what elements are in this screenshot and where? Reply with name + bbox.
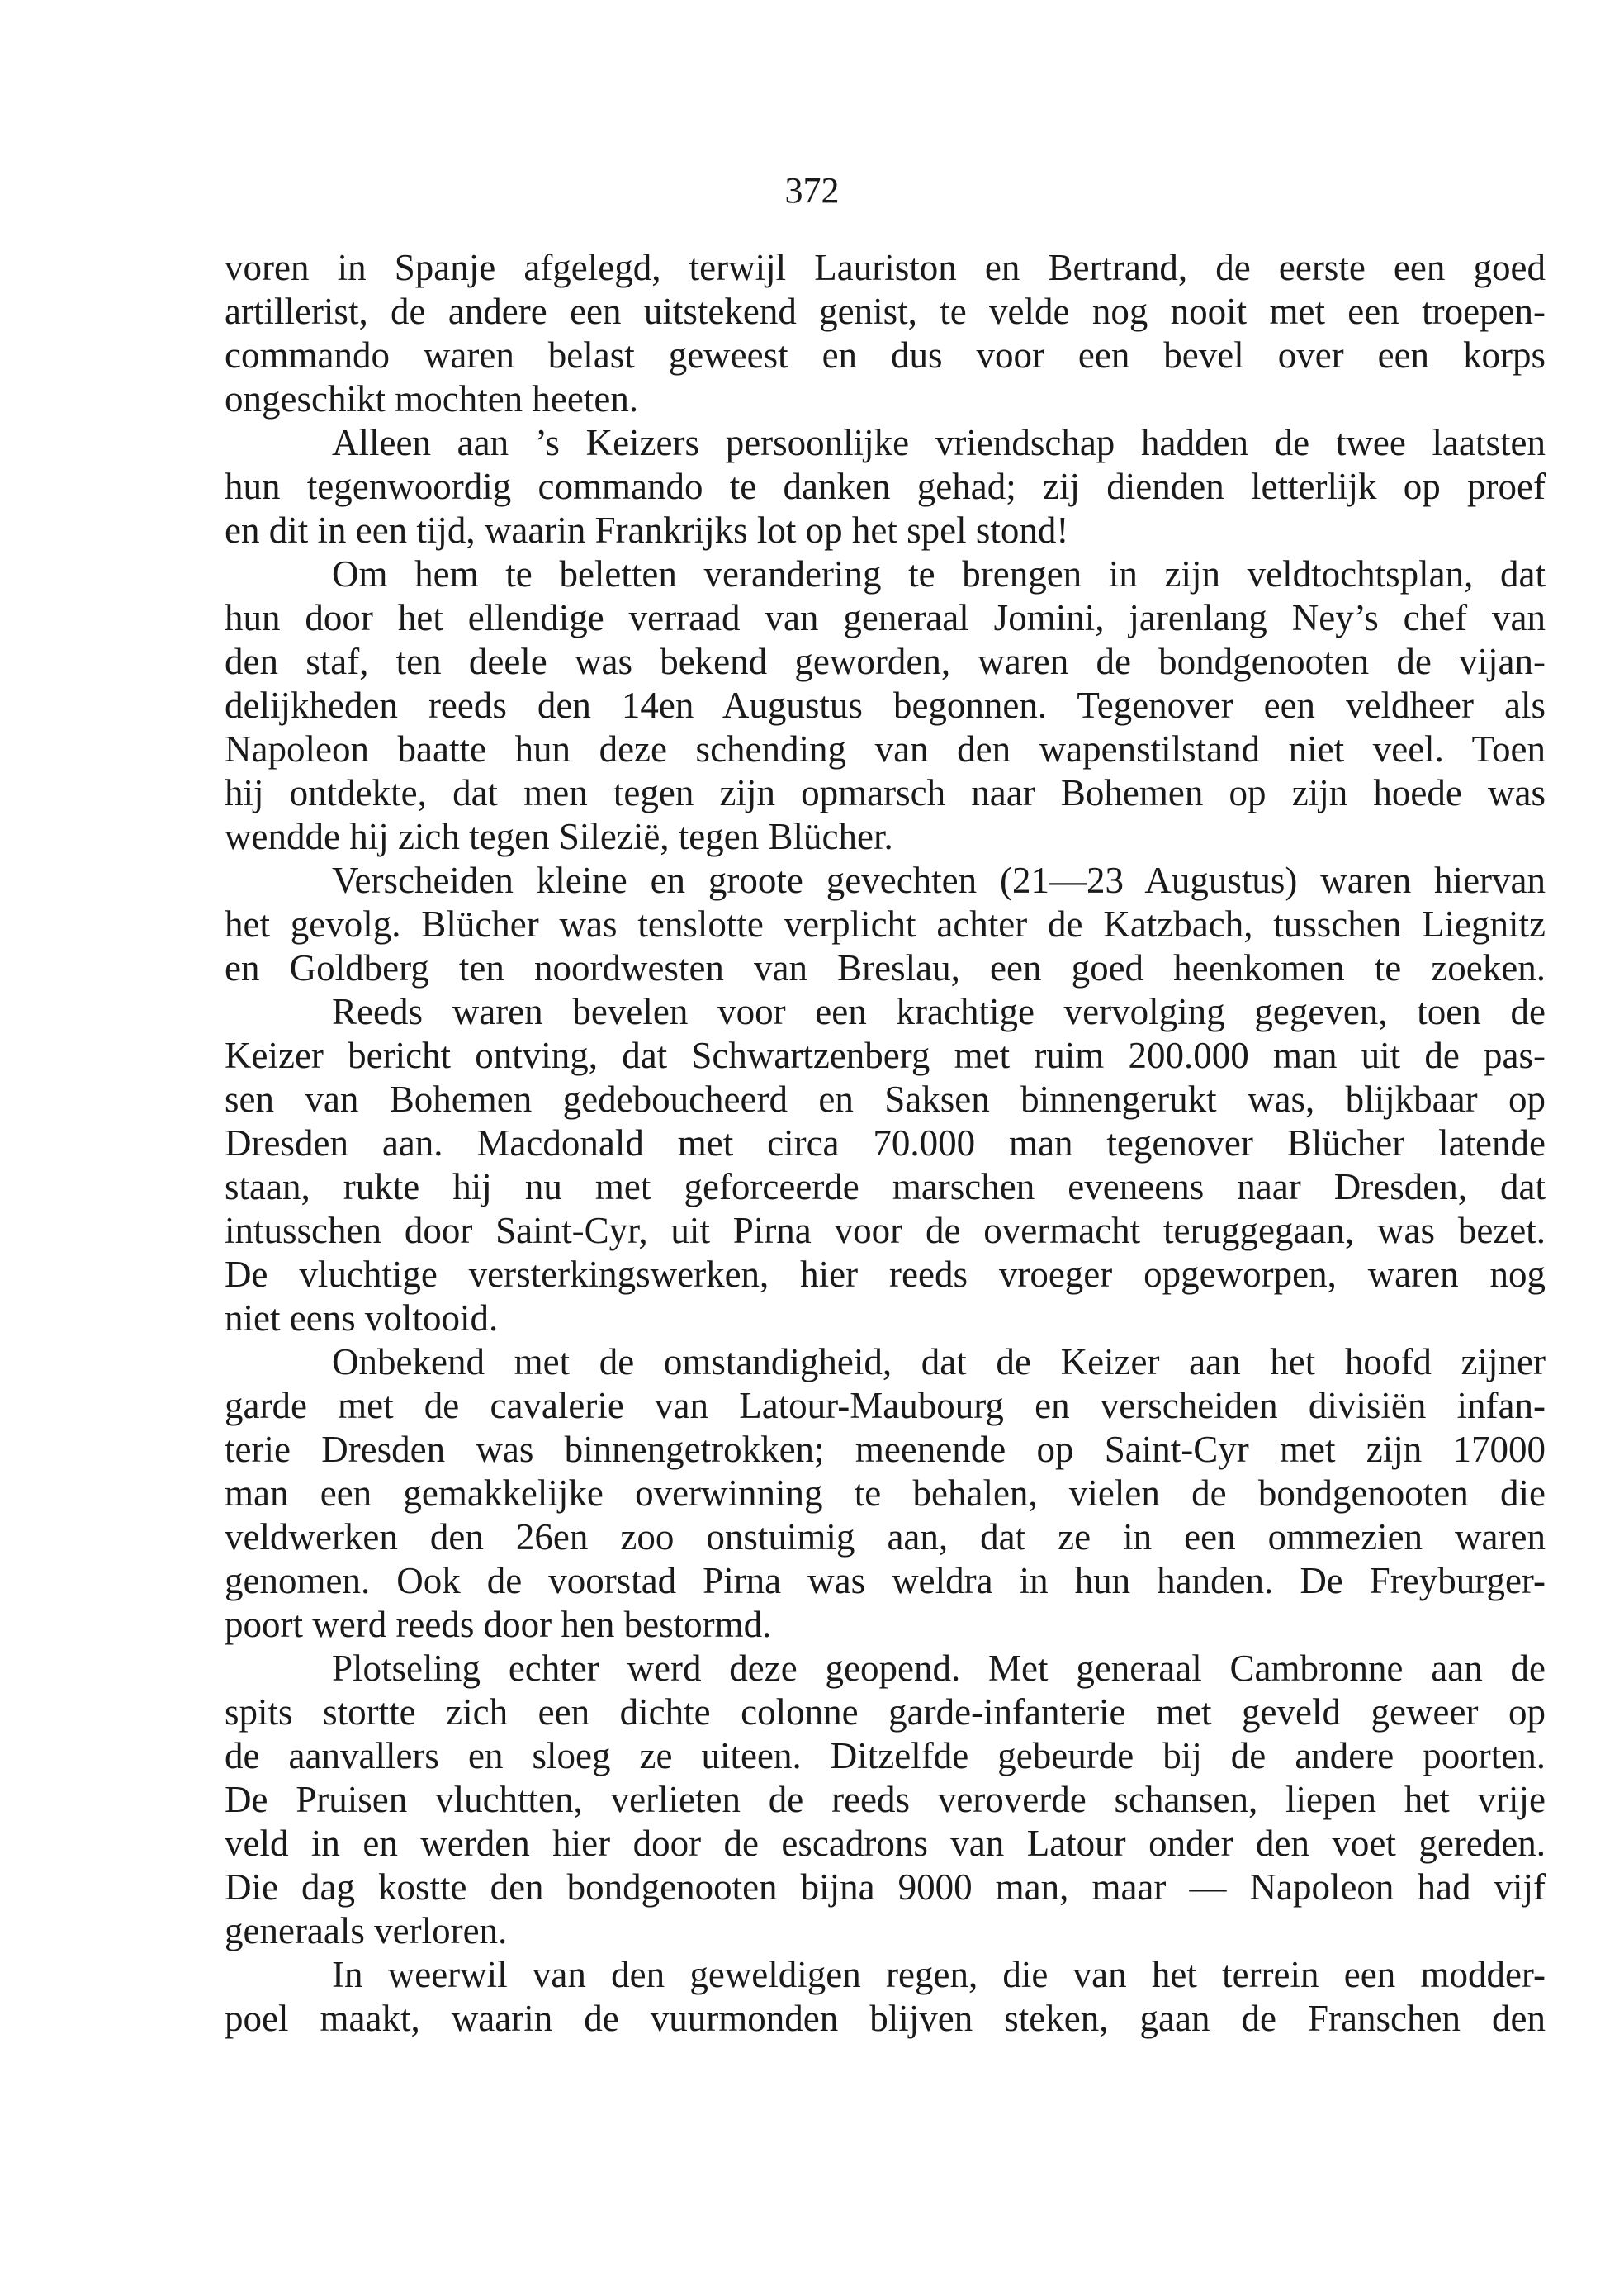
- body-text: [225, 246, 1546, 2041]
- text-line: commando waren belast geweest en dus voor een bevel over een korps: [225, 334, 1546, 376]
- text-line: Reeds waren bevelen voor een krachtige vervolging gegeven, toen de: [332, 991, 1546, 1032]
- text-line: De Pruisen vluchtten, verlieten de reeds veroverde schansen, liepen het vrije: [225, 1779, 1546, 1820]
- text-line: Plotseling echter werd deze geopend. Met generaal Cambronne aan de: [332, 1648, 1546, 1689]
- text-line: artillerist, de andere een uitstekend genist, te velde nog nooit met een troepen-: [225, 291, 1546, 332]
- page-number: 372: [784, 170, 840, 211]
- text-line: niet eens voltooid.: [225, 1297, 499, 1339]
- text-line: generaals verloren.: [225, 1910, 508, 1951]
- text-line: staan, rukte hij nu met geforceerde marschen eveneens naar Dresden, dat: [225, 1166, 1546, 1207]
- text-line: Alleen aan ’s Keizers persoonlijke vriendschap hadden de twee laatsten: [332, 422, 1546, 463]
- text-line: wendde hij zich tegen Silezië, tegen Blücher.: [225, 816, 893, 857]
- text-line: Keizer bericht ontving, dat Schwartzenberg met ruim 200.000 man uit de pas-: [225, 1035, 1546, 1076]
- text-line: den staf, ten deele was bekend geworden, waren de bondgenooten de vijan-: [225, 641, 1546, 682]
- text-line: hun tegenwoordig commando te danken gehad; zij dienden letterlijk op proef: [225, 466, 1546, 507]
- text-line: en dit in een tijd, waarin Frankrijks lot op het spel stond!: [225, 510, 1069, 551]
- text-line: In weerwil van den geweldigen regen, die van het terrein een modder-: [332, 1954, 1546, 1995]
- text-line: Dresden aan. Macdonald met circa 70.000 man tegenover Blücher latende: [225, 1122, 1546, 1164]
- text-line: poort werd reeds door hen bestormd.: [225, 1604, 772, 1645]
- text-line: veld in en werden hier door de escadrons van Latour onder den voet gereden.: [225, 1823, 1546, 1864]
- text-line: intusschen door Saint-Cyr, uit Pirna voor de overmacht teruggegaan, was bezet.: [225, 1210, 1546, 1251]
- text-line: Onbekend met de omstandigheid, dat de Keizer aan het hoofd zijner: [332, 1341, 1546, 1382]
- text-line: Verscheiden kleine en groote gevechten (21—23 Augustus) waren hiervan: [332, 860, 1546, 901]
- text-line: spits stortte zich een dichte colonne garde-infanterie met geveld geweer op: [225, 1691, 1546, 1733]
- text-line: de aanvallers en sloeg ze uiteen. Ditzelfde gebeurde bij de andere poorten.: [225, 1735, 1546, 1776]
- text-line: man een gemakkelijke overwinning te behalen, vielen de bondgenooten die: [225, 1472, 1546, 1514]
- text-line: poel maakt, waarin de vuurmonden blijven steken, gaan de Franschen den: [225, 1998, 1546, 2039]
- text-line: ongeschikt mochten heeten.: [225, 378, 639, 420]
- text-line: veldwerken den 26en zoo onstuimig aan, dat ze in een ommezien waren: [225, 1516, 1546, 1558]
- text-line: sen van Bohemen gedeboucheerd en Saksen binnengerukt was, blijkbaar op: [225, 1079, 1546, 1120]
- text-line: De vluchtige versterkingswerken, hier reeds vroeger opgeworpen, waren nog: [225, 1254, 1546, 1295]
- text-line: en Goldberg ten noordwesten van Breslau, een goed heenkomen te zoeken.: [225, 947, 1546, 989]
- text-line: voren in Spanje afgelegd, terwijl Lauriston en Bertrand, de eerste een goed: [225, 247, 1546, 288]
- text-line: delijkheden reeds den 14en Augustus begonnen. Tegenover een veldheer als: [225, 685, 1546, 726]
- text-line: het gevolg. Blücher was tenslotte verplicht achter de Katzbach, tusschen Liegnitz: [225, 903, 1546, 945]
- text-line: genomen. Ook de voorstad Pirna was weldra in hun handen. De Freyburger-: [225, 1560, 1546, 1601]
- text-line: hun door het ellendige verraad van generaal Jomini, jarenlang Ney’s chef van: [225, 597, 1546, 638]
- text-line: Napoleon baatte hun deze schending van den wapenstilstand niet veel. Toen: [225, 728, 1546, 770]
- text-line: terie Dresden was binnengetrokken; meenende op Saint-Cyr met zijn 17000: [225, 1429, 1546, 1470]
- text-line: Die dag kostte den bondgenooten bijna 9000 man, maar — Napoleon had vijf: [225, 1866, 1546, 1908]
- text-line: hij ontdekte, dat men tegen zijn opmarsch naar Bohemen op zijn hoede was: [225, 772, 1546, 813]
- text-line: garde met de cavalerie van Latour-Maubourg en verscheiden divisiën infan-: [225, 1385, 1546, 1426]
- text-line: Om hem te beletten verandering te brengen in zijn veldtochtsplan, dat: [332, 553, 1546, 595]
